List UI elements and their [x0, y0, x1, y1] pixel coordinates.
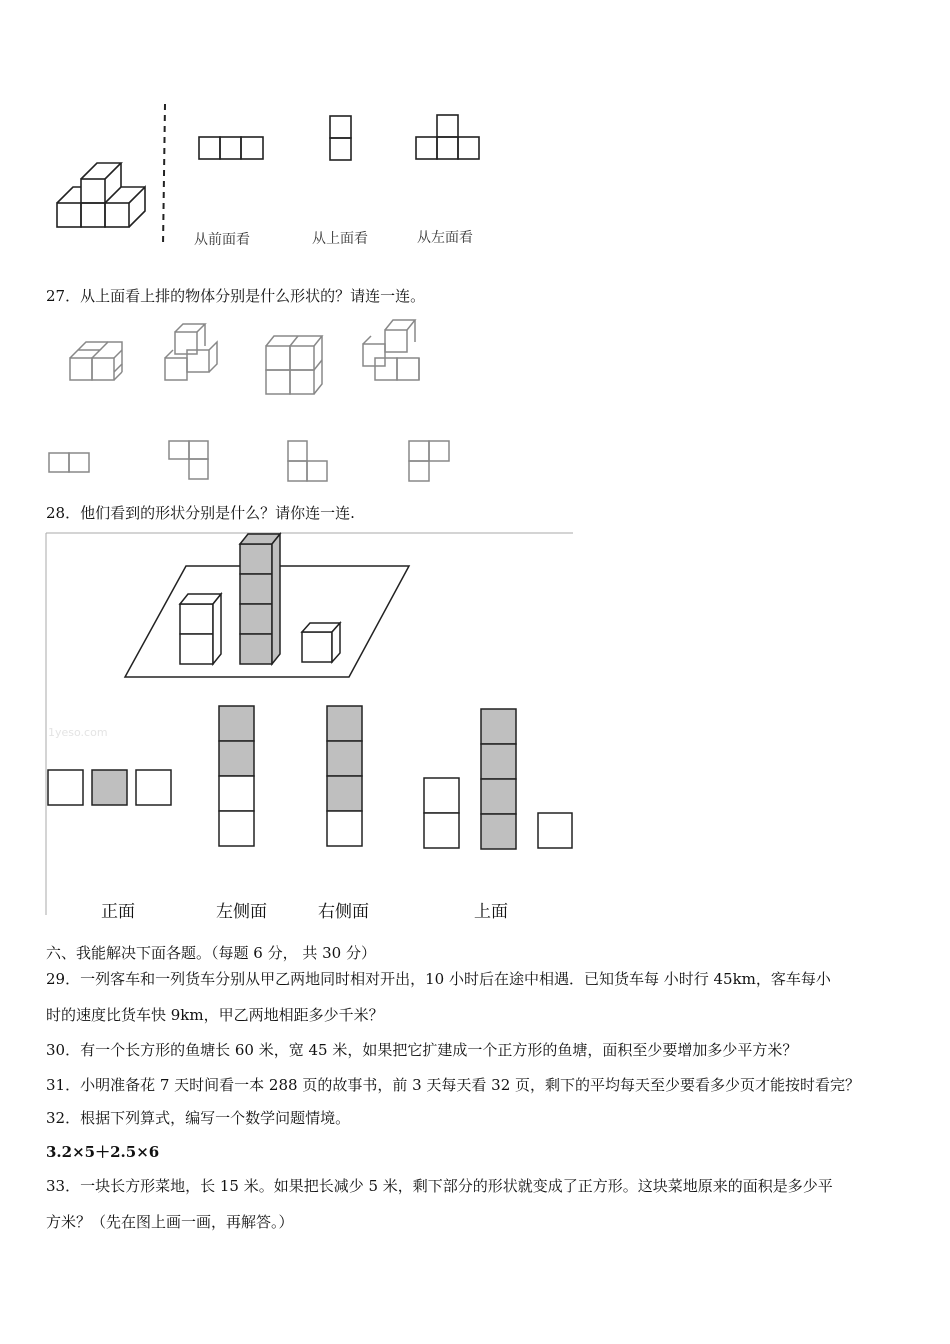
- view-label-top: 从上面看: [312, 231, 368, 247]
- label-top: 上面: [474, 902, 508, 922]
- question-27: [46, 286, 425, 306]
- q27-objects-figure: [0, 310, 950, 490]
- view-label-left: 从左面看: [417, 230, 473, 246]
- watermark: 1yeso.com: [48, 726, 108, 739]
- question-29-line1: 29．一列客车和一列货车分别从甲乙两地同时相对开出，10 小时后在途中相遇．已知货车每 小时行 45km，客车每小: [46, 970, 831, 988]
- question-30: 30．有一个长方形的鱼塘长 60 米，宽 45 米，如果把它扩建成一个正方形的鱼塘，面积至少要增加多少平方米？: [46, 1041, 798, 1059]
- section-6-title: 六、我能解决下面各题。（每题 6 分， 共 30 分）: [46, 944, 376, 962]
- question-32-formula: 3.2×5＋2.5×6: [46, 1143, 160, 1161]
- label-left-side: 左侧面: [216, 902, 267, 922]
- question-31: 31．小明准备花 7 天时间看一本 288 页的故事书，前 3 天每天看 32 页，剩下的平均每天至少要看多少页才能按时看完？: [46, 1076, 861, 1094]
- label-right-side: 右侧面: [318, 902, 369, 922]
- q28-figure: [0, 530, 950, 930]
- question-29-line2: 时的速度比货车快 9km，甲乙两地相距多少千米？: [46, 1006, 384, 1024]
- label-front: 正面: [101, 902, 135, 922]
- question-27-text: 从上面看上排的物体分别是什么形状的？请连一连。: [80, 287, 426, 305]
- top-cube-figure: [0, 0, 950, 260]
- question-28: [46, 503, 355, 523]
- question-32: 32．根据下列算式，编写一个数学问题情境。: [46, 1109, 351, 1127]
- question-28-text: 他们看到的形状分别是什么？请你连一连.: [80, 504, 355, 522]
- view-label-front: 从前面看: [194, 232, 250, 248]
- question-28-number: 28．: [46, 504, 81, 522]
- question-33-line2: 方米？（先在图上画一画，再解答。）: [46, 1213, 294, 1231]
- question-33-line1: 33．一块长方形菜地，长 15 米。如果把长减少 5 米，剩下部分的形状就变成了正方形。这块菜地原来的面积是多少平: [46, 1177, 833, 1195]
- question-27-number: 27．: [46, 287, 81, 305]
